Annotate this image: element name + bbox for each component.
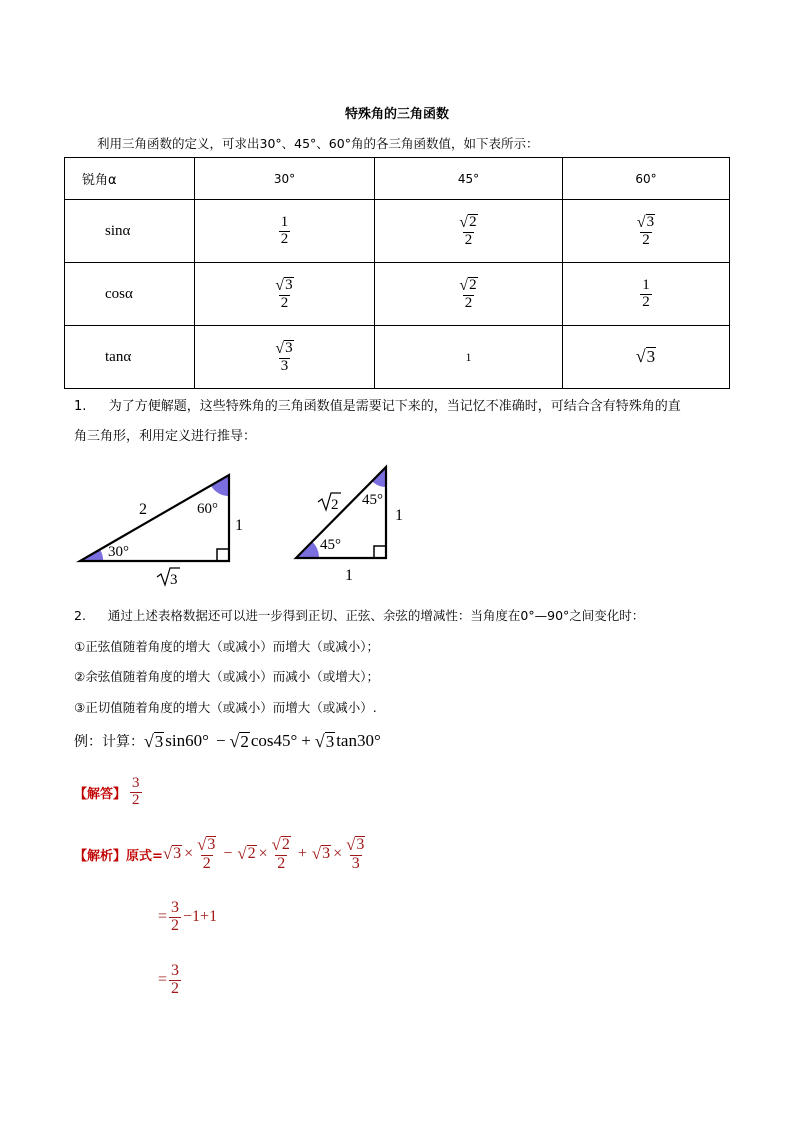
trig-table	[64, 157, 730, 389]
analysis-lead: 原式=	[126, 848, 163, 864]
triangle-30-60	[80, 475, 243, 588]
cell-sin-30: $\frac{1}{2}$	[195, 200, 375, 263]
cell-cos-30: √ 3 2	[195, 263, 375, 326]
answer-value: $\frac{3}{2}$	[132, 775, 140, 808]
list-item-sine: ①正弦值随着角度的增大（或减小）而增大（或减小）；	[74, 639, 379, 654]
page-title: 特殊角的三角函数	[344, 107, 449, 122]
svg-text:2: 2	[331, 497, 339, 513]
tri1-angle-60: 60°	[197, 501, 218, 517]
analysis-expression: √ 3 × √ 3 2 − √ 2 × √ 2 2 + √ 3 × √ 3 3	[162, 835, 365, 872]
note-1	[74, 392, 681, 452]
note-2	[74, 606, 644, 624]
analysis-line-1	[74, 836, 367, 873]
tri1-side-right: 1	[235, 517, 243, 534]
answer-tag: 【解答】	[74, 786, 127, 802]
right-angle-mark-1	[217, 549, 229, 561]
cell-sin-45: √ 2 2	[375, 200, 563, 263]
table-row-tan	[65, 326, 730, 389]
tri2-side-bottom: 1	[345, 567, 353, 584]
header-60: 60°	[563, 158, 730, 200]
row-label-cos: cosα	[65, 263, 195, 326]
header-acute-angle: 锐角α	[65, 158, 195, 200]
note-1-line1: 为了方便解题，这些特殊角的三角函数值是需要记下来的，当记忆不准确时，可结合含有特殊角的直	[108, 399, 681, 414]
cell-cos-45: √ 2 2	[375, 263, 563, 326]
cell-tan-45: 1	[375, 326, 563, 389]
row-label-tan: tanα	[65, 326, 195, 389]
triangles-figure	[0, 455, 794, 590]
row-label-sin: sinα	[65, 200, 195, 263]
cell-tan-60: √ 3	[563, 326, 730, 389]
list-item-tangent: ③正切值随着角度的增大（或减小）而增大（或减小）.	[74, 700, 377, 715]
triangle-2-outline	[296, 467, 386, 558]
cell-cos-60: $\frac{1}{2}$	[563, 263, 730, 326]
angle-60-marker	[211, 475, 229, 496]
cell-sin-60: √ 3 2	[563, 200, 730, 263]
tri2-angle-top: 45°	[362, 492, 383, 508]
tri2-side-right: 1	[395, 507, 403, 524]
triangle-45-45	[296, 467, 403, 584]
table-header-row	[65, 158, 730, 200]
triangle-1-outline	[80, 475, 229, 561]
analysis-line-3: = $\frac{3}{2}$	[158, 962, 180, 997]
note-1-number: 1.	[74, 399, 87, 414]
note-2-number: 2.	[74, 608, 86, 623]
tri1-hyp-label: 2	[139, 501, 147, 518]
list-item-cosine: ②余弦值随着角度的增大（或减小）而减小（或增大）；	[74, 669, 379, 684]
cell-tan-30: √ 3 3	[195, 326, 375, 389]
example-expression: √ 3 sin60° − √ 2 cos45° + √ 3 tan30°	[144, 731, 381, 752]
answer-line	[74, 776, 142, 809]
table-row-cos	[65, 263, 730, 326]
header-45: 45°	[375, 158, 563, 200]
svg-text:3: 3	[170, 572, 178, 588]
example-line	[74, 731, 381, 751]
tri2-hyp-label	[318, 493, 341, 513]
right-angle-mark-2	[374, 546, 386, 558]
analysis-tag: 【解析】	[74, 848, 127, 864]
tri2-angle-left: 45°	[320, 537, 341, 553]
table-row-sin	[65, 200, 730, 263]
example-label: 例：计算：	[74, 734, 144, 750]
tri1-angle-30: 30°	[108, 544, 129, 560]
intro-text: 利用三角函数的定义，可求出30°、45°、60°角的各三角函数值，如下表所示：	[97, 136, 539, 151]
note-2-text: 通过上述表格数据还可以进一步得到正切、正弦、余弦的增减性：当角度在0°—90°之间变化时：	[107, 608, 645, 623]
header-30: 30°	[195, 158, 375, 200]
analysis-line-2: = $\frac{3}{2}$ −1+1	[158, 899, 218, 934]
note-1-line2: 角三角形，利用定义进行推导：	[74, 429, 257, 444]
tri1-side-bottom	[157, 568, 180, 588]
